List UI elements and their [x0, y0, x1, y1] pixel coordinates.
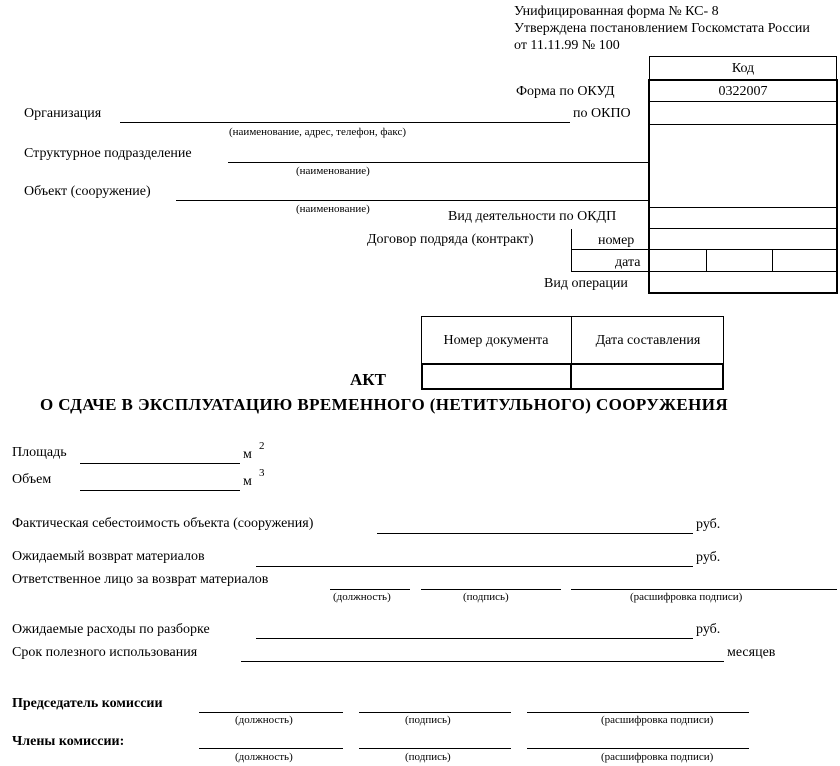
organization-label: Организация [24, 106, 102, 121]
code-row-divider [572, 249, 837, 250]
code-header: Код [731, 61, 755, 76]
chairman-decode-field[interactable] [527, 696, 749, 713]
contract-number-label: номер [598, 233, 635, 248]
contract-label: Договор подряда (контракт) [367, 232, 534, 247]
organization-hint: (наименование, адрес, телефон, факс) [229, 126, 406, 138]
code-row-divider [649, 124, 837, 125]
form-header-line3: от 11.11.99 № 100 [514, 38, 620, 53]
okud-value: 0322007 [718, 84, 768, 99]
return-materials-label: Ожидаемый возврат материалов [12, 549, 205, 564]
volume-unit-sup: 3 [259, 467, 265, 479]
dismantle-unit: руб. [696, 622, 721, 637]
return-materials-unit: руб. [696, 550, 721, 565]
dismantle-field[interactable] [256, 622, 693, 639]
members-signature-field[interactable] [359, 732, 511, 749]
chairman-decode-hint: (расшифровка подписи) [601, 714, 714, 726]
code-row-divider [649, 207, 837, 208]
responsible-position-field[interactable] [330, 573, 410, 590]
division-field[interactable] [228, 146, 649, 163]
term-label: Срок полезного использования [12, 645, 198, 660]
okdp-label: Вид деятельности по ОКДП [448, 209, 617, 224]
volume-label: Объем [12, 472, 52, 487]
object-field[interactable] [176, 184, 649, 201]
area-label: Площадь [12, 445, 67, 460]
doc-date-field[interactable] [570, 363, 724, 390]
act-title: АКТ [350, 370, 386, 389]
volume-field[interactable] [80, 474, 240, 491]
members-decode-hint: (расшифровка подписи) [601, 751, 714, 763]
date-divider [772, 250, 773, 271]
form-header-line2: Утверждена постановлением Госкомстата России [514, 21, 810, 36]
term-field[interactable] [241, 645, 724, 662]
organization-field[interactable] [120, 106, 570, 123]
cost-label: Фактическая себестоимость объекта (сооружения) [12, 516, 314, 531]
form-header-line1: Унифицированная форма № КС- 8 [514, 4, 719, 19]
doc-date-header: Дата составления [595, 333, 701, 348]
operation-label: Вид операции [544, 276, 628, 291]
members-label: Члены комиссии: [12, 734, 125, 749]
volume-unit: м [243, 474, 252, 489]
contract-date-label: дата [615, 255, 641, 270]
chairman-signature-field[interactable] [359, 696, 511, 713]
date-divider [706, 250, 707, 271]
dismantle-label: Ожидаемые расходы по разборке [12, 622, 210, 637]
responsible-position-hint: (должность) [333, 591, 391, 603]
area-unit-sup: 2 [259, 440, 265, 452]
object-hint: (наименование) [296, 203, 370, 215]
contract-left-border [571, 229, 572, 272]
members-decode-field[interactable] [527, 732, 749, 749]
okpo-label: по ОКПО [573, 106, 631, 121]
object-label: Объект (сооружение) [24, 184, 151, 199]
responsible-signature-field[interactable] [421, 573, 561, 590]
responsible-signature-hint: (подпись) [463, 591, 509, 603]
responsible-label: Ответственное лицо за возврат материалов [12, 572, 269, 587]
doc-number-field[interactable] [421, 363, 572, 390]
members-position-hint: (должность) [235, 751, 293, 763]
chairman-position-field[interactable] [199, 696, 343, 713]
division-label: Структурное подразделение [24, 146, 192, 161]
division-hint: (наименование) [296, 165, 370, 177]
cost-unit: руб. [696, 517, 721, 532]
responsible-decode-hint: (расшифровка подписи) [630, 591, 743, 603]
return-materials-field[interactable] [256, 550, 693, 567]
code-table-frame [648, 79, 838, 294]
area-unit: м [243, 447, 252, 462]
code-row-divider [649, 228, 837, 229]
code-row-divider [649, 101, 837, 102]
chairman-label: Председатель комиссии [12, 696, 163, 711]
members-signature-hint: (подпись) [405, 751, 451, 763]
doc-number-header: Номер документа [443, 333, 549, 348]
cost-field[interactable] [377, 517, 693, 534]
chairman-position-hint: (должность) [235, 714, 293, 726]
okud-label: Форма по ОКУД [516, 84, 615, 99]
term-unit: месяцев [727, 645, 776, 660]
responsible-decode-field[interactable] [571, 573, 837, 590]
act-subtitle: О СДАЧЕ В ЭКСПЛУАТАЦИЮ ВРЕМЕННОГО (НЕТИТУЛЬНОГО) СООРУЖЕНИЯ [40, 395, 729, 414]
code-row-divider [572, 271, 837, 272]
members-position-field[interactable] [199, 732, 343, 749]
chairman-signature-hint: (подпись) [405, 714, 451, 726]
area-field[interactable] [80, 447, 240, 464]
